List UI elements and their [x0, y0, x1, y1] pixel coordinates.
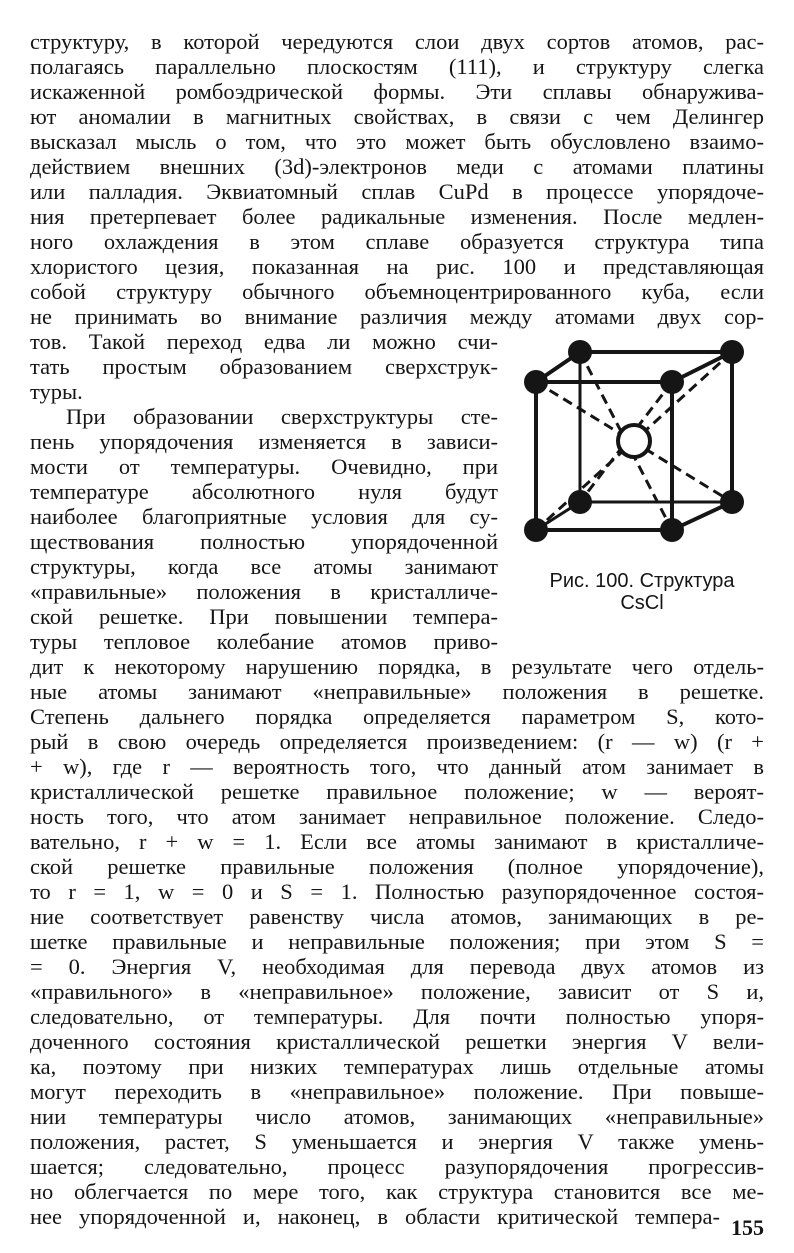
text-line: полагаясь параллельно плоскостям (111), и структуру слегка [30, 55, 764, 79]
text-line: структуры, когда все атомы занимают [30, 555, 498, 579]
text-line: туры тепловое колебание атомов приво- [30, 630, 498, 654]
figure-caption [508, 570, 776, 614]
text-line: тать простым образованием сверхструк- [30, 355, 498, 379]
text-line: действием внешних (3d)-электронов меди с атомами платины [30, 155, 764, 179]
text-line: собой структуру обычного объемноцентрированного куба, если [30, 280, 764, 304]
text-line: положения, растет, S уменьшается и энергия V также умень- [30, 1130, 764, 1154]
text-line: искаженной ромбоэдрической формы. Эти сплавы обнаружива- [30, 80, 764, 104]
text-line: ской решетке. При повышении темпера- [30, 605, 498, 629]
text-line: дит к некоторому нарушению порядка, в результате чего отдель- [30, 655, 764, 679]
text-line: или палладия. Эквиатомный сплав CuPd в процессе упорядоче- [30, 180, 764, 204]
text-line: доченного состояния кристаллической решетки энергия V вели- [30, 1030, 764, 1054]
text-line: ного охлаждения в этом сплаве образуется структура типа [30, 230, 764, 254]
text-line: структуру, в которой чередуются слои двух сортов атомов, рас- [30, 30, 764, 54]
text-line: ют аномалии в магнитных свойствах, в связи с чем Делингер [30, 105, 764, 129]
text-line: наиболее благоприятные условия для су- [30, 505, 498, 529]
text-line: При образовании сверхструктуры сте- [66, 405, 498, 429]
text-line: ность того, что атом занимает неправильное положение. Следо- [30, 805, 764, 829]
text-line: «правильные» положения в кристалличе- [30, 580, 498, 604]
figure-caption-line: Рис. 100. Структура [549, 570, 735, 592]
text-line: шетке правильные и неправильные положения; при этом S = [30, 930, 764, 954]
cscl-structure-figure [512, 330, 772, 560]
text-line: температуре абсолютного нуля будут [30, 480, 498, 504]
text-line: хлористого цезия, показанная на рис. 100 и представляющая [30, 255, 764, 279]
text-line: рый в свою очередь определяется произведением: (r — w) (r + [30, 730, 764, 754]
text-line: = 0. Энергия V, необходимая для перевода двух атомов из [30, 955, 764, 979]
text-line: шается; следовательно, процесс разупорядочения прогрессив- [30, 1155, 764, 1179]
text-line: ные атомы занимают «неправильные» положения в решетке. [30, 680, 764, 704]
text-line: вательно, r + w = 1. Если все атомы занимают в кристалличе- [30, 830, 764, 854]
text-line: туры. [30, 380, 83, 404]
figure-caption-line: CsCl [620, 592, 664, 614]
text-line: нее упорядоченной и, наконец, в области критической темпера- [30, 1205, 720, 1229]
text-line: следовательно, от температуры. Для почти полностью упоря- [30, 1005, 764, 1029]
text-line: ние соответствует равенству числа атомов, занимающих в ре- [30, 905, 764, 929]
text-line: ния претерпевает более радикальные изменения. После медлен- [30, 205, 764, 229]
text-line: ка, поэтому при низких температурах лишь отдельные атомы [30, 1055, 764, 1079]
text-line: «правильного» в «неправильное» положение, зависит от S и, [30, 980, 764, 1004]
text-line: могут переходить в «неправильное» положение. При повыше- [30, 1080, 764, 1104]
text-line: ской решетке правильные положения (полное упорядочение), [30, 855, 764, 879]
text-line: кристаллической решетке правильное положение; w — вероят- [30, 780, 764, 804]
text-line: ществования полностью упорядоченной [30, 530, 498, 554]
text-line: нии температуры число атомов, занимающих «неправильные» [30, 1105, 764, 1129]
text-line: но облегчается по мере того, как структура становится все ме- [30, 1180, 764, 1204]
text-line: + w), где r — вероятность того, что данный атом занимает в [30, 755, 764, 779]
text-line: тов. Такой переход едва ли можно счи- [30, 330, 498, 354]
text-line: высказал мысль о том, что это может быть обусловлено взаимо- [30, 130, 764, 154]
page-number: 155 [731, 1215, 764, 1240]
text-line: пень упорядочения изменяется в зависи- [30, 430, 498, 454]
text-line: Степень дальнего порядка определяется параметром S, кото- [30, 705, 764, 729]
text-line: не принимать во внимание различия между атомами двух сор- [30, 305, 764, 329]
text-line: то r = 1, w = 0 и S = 1. Полностью разупорядоченное состоя- [30, 880, 764, 904]
text-line: мости от температуры. Очевидно, при [30, 455, 498, 479]
